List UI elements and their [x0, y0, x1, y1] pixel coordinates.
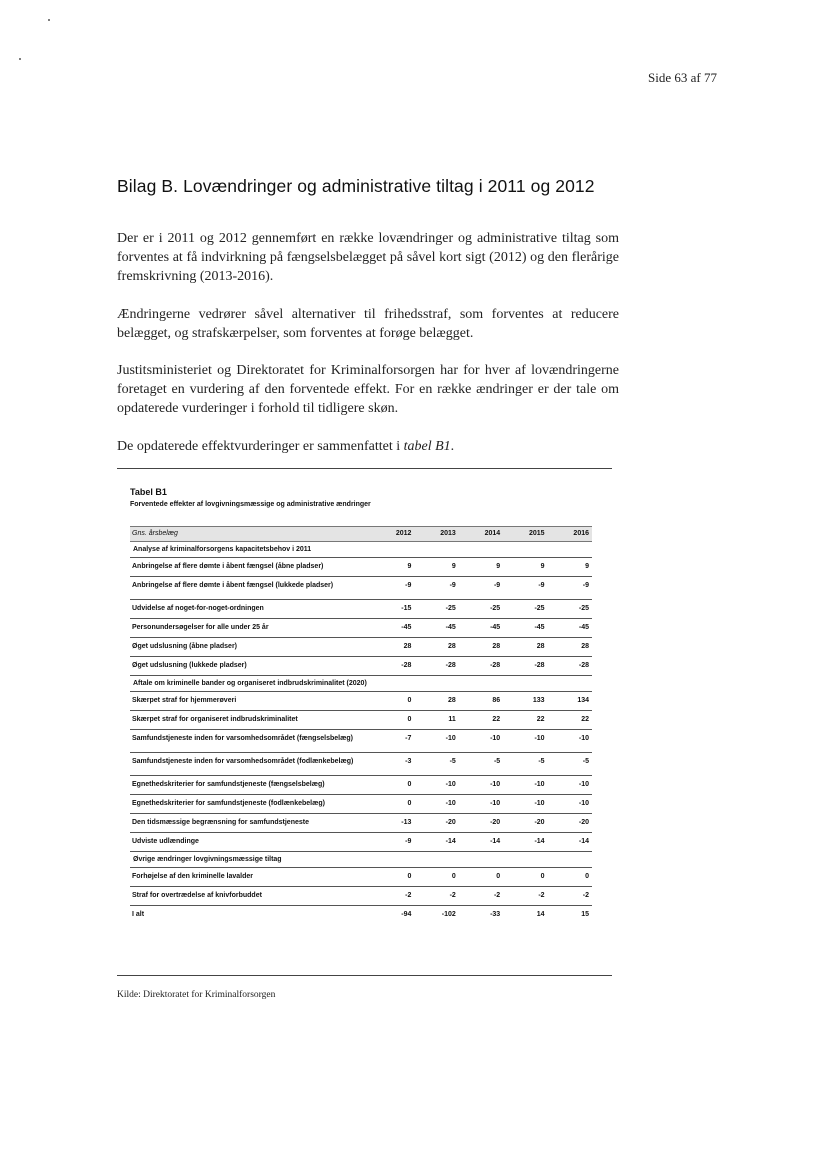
- row-value: 28: [414, 638, 458, 657]
- row-value: 0: [414, 868, 458, 887]
- row-value: -28: [548, 657, 592, 676]
- row-value: -25: [548, 600, 592, 619]
- table-header-row: [130, 527, 592, 542]
- section-title: Analyse af kriminalforsorgens kapacitetsbehov i 2011: [130, 542, 592, 558]
- row-value: -10: [503, 795, 547, 814]
- row-label: Forhøjelse af den kriminelle lavalder: [130, 868, 370, 887]
- row-label: Den tidsmæssige begrænsning for samfundstjeneste: [130, 814, 370, 833]
- table-row: [130, 600, 592, 619]
- table-row: [130, 730, 592, 753]
- row-value: 22: [548, 711, 592, 730]
- table-row: [130, 776, 592, 795]
- row-value: 9: [370, 558, 414, 577]
- row-value: -33: [490, 911, 501, 918]
- row-label: Skærpet straf for hjemmerøveri: [130, 692, 370, 711]
- row-value: -28: [414, 657, 458, 676]
- row-value: -2: [459, 887, 503, 906]
- row-value: -3: [370, 753, 414, 776]
- row-value: -9: [414, 577, 458, 600]
- scan-speck: [19, 58, 21, 60]
- row-value: -45: [503, 619, 547, 638]
- row-value: 0: [370, 711, 414, 730]
- table-section-row: [130, 676, 592, 692]
- row-value: -28: [370, 657, 414, 676]
- row-value: -45: [414, 619, 458, 638]
- row-value: -2: [370, 887, 414, 906]
- row-value: 11: [414, 711, 458, 730]
- table-title: Tabel B1: [130, 487, 167, 497]
- row-label: I alt: [132, 911, 145, 918]
- row-value: -25: [503, 600, 547, 619]
- row-value: -20: [503, 814, 547, 833]
- row-label: Anbringelse af flere dømte i åbent fængsel (lukkede pladser): [130, 577, 370, 600]
- row-value: 28: [414, 692, 458, 711]
- paragraph-1: Der er i 2011 og 2012 gennemført en række lovændringer og administrative tiltag som forventes at få indvirkning på fængselsbelægget på såvel kort sigt (2012) og den flerårige fremskrivning (2013-2016).: [117, 231, 619, 284]
- header-year: 2014: [459, 527, 503, 542]
- header-year: 2015: [503, 527, 547, 542]
- row-value: -14: [414, 833, 458, 852]
- row-value: -94: [401, 911, 412, 918]
- row-value: 28: [370, 638, 414, 657]
- row-value: -10: [459, 730, 503, 753]
- row-value: -10: [459, 776, 503, 795]
- row-value: 9: [548, 558, 592, 577]
- table-row: [130, 619, 592, 638]
- table-section-row: [130, 542, 592, 558]
- row-value: 9: [414, 558, 458, 577]
- row-value: -28: [503, 657, 547, 676]
- row-label: Egnethedskriterier for samfundstjeneste (fodlænkebelæg): [130, 795, 370, 814]
- table-row: [130, 833, 592, 852]
- row-value: 0: [370, 776, 414, 795]
- row-value: 0: [503, 868, 547, 887]
- divider-bottom: [117, 975, 612, 976]
- row-value: -15: [370, 600, 414, 619]
- row-value: 86: [459, 692, 503, 711]
- table-row: [130, 795, 592, 814]
- row-value: 28: [548, 638, 592, 657]
- table-reference: tabel B1: [403, 439, 451, 454]
- row-value: -5: [459, 753, 503, 776]
- table-subtitle: Forventede effekter af lovgivningsmæssige og administrative ændringer: [130, 501, 371, 508]
- row-label: Anbringelse af flere dømte i åbent fængsel (åbne pladser): [130, 558, 370, 577]
- row-value: 0: [459, 868, 503, 887]
- table-row: [130, 814, 592, 833]
- row-value: -10: [459, 795, 503, 814]
- row-value: 133: [503, 692, 547, 711]
- header-label: Gns. årsbelæg: [130, 527, 370, 542]
- row-value: -25: [414, 600, 458, 619]
- row-label: Øget udslusning (lukkede pladser): [130, 657, 370, 676]
- row-value: -9: [459, 577, 503, 600]
- section-title: Aftale om kriminelle bander og organiseret indbrudskriminalitet (2020): [130, 676, 592, 692]
- row-value: 0: [548, 868, 592, 887]
- row-label: Udvidelse af noget-for-noget-ordningen: [130, 600, 370, 619]
- row-value: -9: [370, 833, 414, 852]
- row-value: -10: [503, 776, 547, 795]
- row-value: 134: [548, 692, 592, 711]
- table-row: [130, 711, 592, 730]
- table-row: [130, 692, 592, 711]
- row-value: -2: [503, 887, 547, 906]
- header-year: 2012: [370, 527, 414, 542]
- row-label: Egnethedskriterier for samfundstjeneste (fængselsbelæg): [130, 776, 370, 795]
- row-label: Udviste udlændinge: [130, 833, 370, 852]
- row-value: -45: [548, 619, 592, 638]
- table-row: [130, 753, 592, 776]
- table-row: [130, 868, 592, 887]
- row-label: Samfundstjeneste inden for varsomhedsområdet (fængselsbelæg): [130, 730, 370, 753]
- row-value: -45: [370, 619, 414, 638]
- row-label: Skærpet straf for organiseret indbrudskriminalitet: [130, 711, 370, 730]
- row-value: -10: [414, 730, 458, 753]
- paragraph-4: [117, 437, 619, 456]
- row-value: 0: [370, 795, 414, 814]
- row-value: -20: [414, 814, 458, 833]
- row-label: Samfundstjeneste inden for varsomhedsområdet (fodlænkebelæg): [130, 753, 370, 776]
- row-value: -5: [414, 753, 458, 776]
- table-row: [130, 906, 592, 925]
- row-value: 22: [459, 711, 503, 730]
- table-row: [130, 577, 592, 600]
- row-value: -28: [459, 657, 503, 676]
- row-value: -10: [548, 776, 592, 795]
- row-value: -9: [548, 577, 592, 600]
- row-label: Øget udslusning (åbne pladser): [130, 638, 370, 657]
- page-number: Side 63 af 77: [648, 70, 717, 85]
- effects-table: [130, 526, 592, 925]
- row-value: -45: [459, 619, 503, 638]
- row-value: 9: [503, 558, 547, 577]
- row-value: 28: [503, 638, 547, 657]
- row-value: -20: [459, 814, 503, 833]
- row-value: -2: [548, 887, 592, 906]
- paragraph-4-text: De opdaterede effektvurderinger er sammenfattet i: [117, 439, 404, 454]
- row-value: -102: [441, 911, 456, 918]
- table-row: [130, 887, 592, 906]
- table-row: [130, 657, 592, 676]
- row-value: -9: [370, 577, 414, 600]
- row-value: -14: [503, 833, 547, 852]
- divider-top: [117, 468, 612, 469]
- paragraph-2: Ændringerne vedrører såvel alternativer til frihedsstraf, som forventes at reducere belægget, og strafskærpelser, som forventes at forøge belægget.: [117, 307, 619, 341]
- row-value: 9: [459, 558, 503, 577]
- row-value: -10: [548, 730, 592, 753]
- row-value: 22: [503, 711, 547, 730]
- row-value: -5: [548, 753, 592, 776]
- paragraph-3: Justitsministeriet og Direktoratet for Kriminalforsorgen har for hver af lovændringerne foretaget en vurdering af den forventede effekt. For en række ændringer er der tale om opdaterede vurderinger i forhold til tidligere skøn.: [117, 363, 619, 416]
- header-year: 2016: [548, 527, 592, 542]
- row-value: 15: [581, 911, 589, 918]
- row-value: -13: [370, 814, 414, 833]
- source-note: Kilde: Direktoratet for Kriminalforsorgen: [117, 990, 276, 1000]
- table-row: [130, 558, 592, 577]
- row-value: 0: [370, 692, 414, 711]
- header-year: 2013: [414, 527, 458, 542]
- row-value: -20: [548, 814, 592, 833]
- row-value: -5: [503, 753, 547, 776]
- table-body: [130, 527, 592, 925]
- paragraph-4-end: .: [450, 439, 455, 454]
- row-value: 0: [370, 868, 414, 887]
- row-value: -10: [503, 730, 547, 753]
- row-value: -14: [459, 833, 503, 852]
- appendix-heading: Bilag B. Lovændringer og administrative tiltag i 2011 og 2012: [117, 176, 595, 196]
- row-value: -2: [414, 887, 458, 906]
- row-value: -10: [548, 795, 592, 814]
- row-value: -7: [370, 730, 414, 753]
- row-value: -9: [503, 577, 547, 600]
- row-value: -10: [414, 795, 458, 814]
- row-label: Straf for overtrædelse af knivforbuddet: [130, 887, 370, 906]
- section-title: Øvrige ændringer lovgivningsmæssige tiltag: [130, 852, 592, 868]
- table-section-row: [130, 852, 592, 868]
- scan-speck: [48, 19, 50, 21]
- table-row: [130, 638, 592, 657]
- row-label: Personundersøgelser for alle under 25 år: [130, 619, 370, 638]
- row-value: 14: [536, 911, 545, 918]
- row-value: 28: [459, 638, 503, 657]
- row-value: -25: [459, 600, 503, 619]
- row-value: -10: [414, 776, 458, 795]
- row-value: -14: [548, 833, 592, 852]
